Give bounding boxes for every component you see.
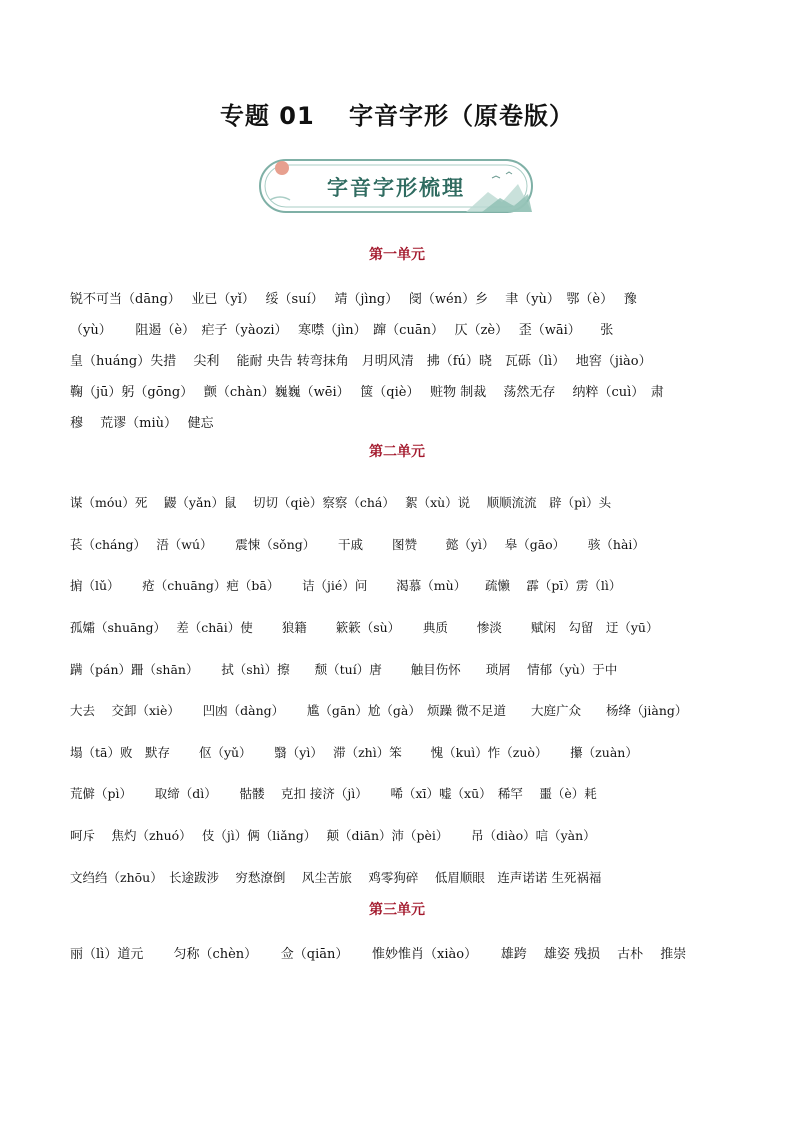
section-banner-label: 字音字形梳理 [327,176,465,200]
unit2-line: 蹒（pán）跚（shān） 拭（shì）擦 颓（tuí）唐 触目伤怀 琐屑 情郁（yù）于中 [70,662,618,677]
unit1-line: 穆 荒谬（miù） 健忘 [70,416,214,431]
unit2-line: 大去 交卸（xiè） 凹凼（dàng） 尴（gān）尬（gà） 烦躁 微不足道 大庭广众 杨绛（jiàng） [70,703,688,718]
unit1-heading: 第一单元 [369,247,425,263]
unit2-line: 谋（móu）死 鼹（yǎn）鼠 切切（qiè）察察（chá） 絮（xù）说 顺顺流流 辟（pì）头 [70,495,612,510]
unit1-line: 鞠（jū）躬（gōng） 颤（chàn）巍巍（wēi） 箧（qiè） 赃物 制裁 荡然无存 纳粹（cuì） 肃 [70,385,664,400]
unit2-line: 掮（lǔ） 疮（chuāng）疤（bā） 诘（jié）问 渴慕（mù） 疏懒 霹（pī）雳（lì） [70,578,622,593]
unit2-line: 荒僻（pì） 取缔（dì） 骷髅 克扣 接济（jì） 唏（xī）嘘（xū） 稀罕 噩（è）耗 [70,786,597,801]
unit2-line: 塌（tā）败 默存 伛（yǔ） 翳（yì） 滞（zhì）笨 愧（kuì）怍（zuò） 攥（zuàn） [70,745,638,760]
page-title: 专题 01 字音字形（原卷版） [219,102,575,130]
unit2-line: 文绉绉（zhōu） 长途跋涉 穷愁潦倒 风尘苦旅 鸡零狗碎 低眉顺眼 连声诺诺 生死祸福 [70,870,602,885]
unit1-line: 皇（huáng）失措 尖利 能耐 央告 转弯抹角 月明风清 拂（fú）晓 瓦砾（lì） 地窖（jiào） [70,354,652,369]
unit3-heading: 第三单元 [369,902,425,918]
unit2-line: 苌（cháng） 浯（wú） 震悚（sǒng） 干戚 图赞 懿（yì） 皋（gāo） 骇（hài） [70,537,645,552]
unit1-line: （yù） 阻遏（è） 疟子（yàozi） 寒噤（jìn） 蹿（cuān） 仄（zè） 歪（wāi） 张 [70,323,614,338]
unit2-line: 呵斥 焦灼（zhuó） 伎（jì）俩（liǎng） 颠（diān）沛（pèi） 吊（diào）唁（yàn） [70,828,596,843]
unit2-heading: 第二单元 [369,444,425,460]
unit2-line: 孤孀（shuāng） 差（chāi）使 狼籍 簌簌（sù） 典质 惨淡 赋闲 勾留 迂（yū） [70,620,659,635]
unit1-line: 锐不可当（dāng） 业已（yǐ） 绥（suí） 靖（jìng） 阌（wén）乡 聿（yù） 鄂（è） 豫 [70,292,637,307]
unit3-line: 丽（lì）道元 匀称（chèn） 佥（qiān） 惟妙惟肖（xiào） 雄跨 雄姿 残损 古朴 推崇 [70,947,687,962]
